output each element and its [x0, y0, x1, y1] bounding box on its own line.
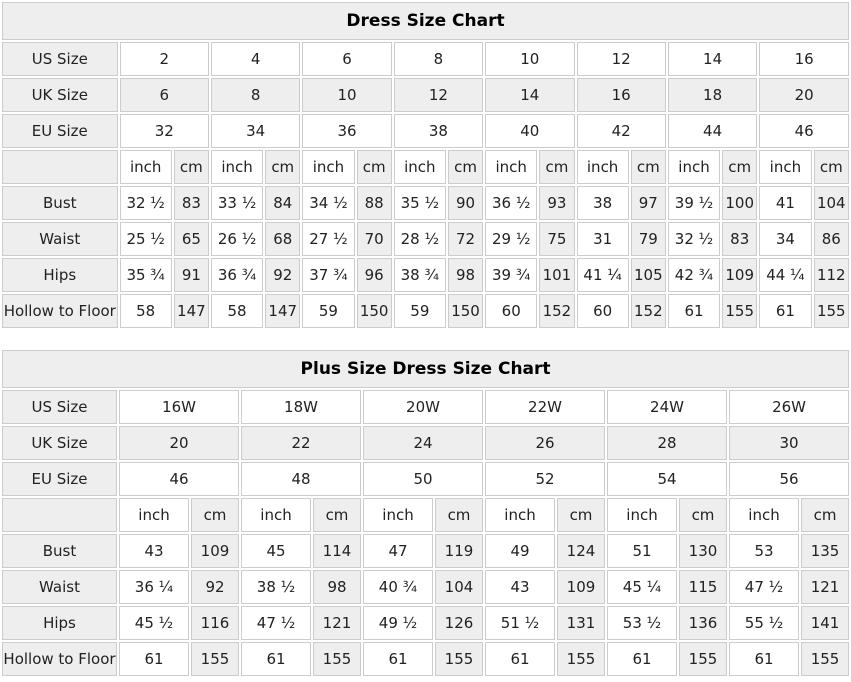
measurement-inch-cell: 39 ½ — [668, 186, 720, 220]
size-row — [2, 114, 849, 148]
size-row — [2, 42, 849, 76]
measurement-cm-cell: 155 — [313, 642, 361, 676]
measurement-cm-cell: 155 — [801, 642, 849, 676]
unit-header-row — [2, 150, 849, 184]
measurement-inch-cell: 40 ¾ — [363, 570, 433, 604]
measurement-cm-cell: 98 — [448, 258, 483, 292]
measurement-cm-cell: 152 — [539, 294, 574, 328]
measurement-inch-cell: 37 ¾ — [302, 258, 354, 292]
measurement-inch-cell: 29 ½ — [485, 222, 537, 256]
measurement-cm-cell: 83 — [174, 186, 209, 220]
measurement-cm-cell: 104 — [435, 570, 483, 604]
size-value-cell: 36 — [302, 114, 391, 148]
unit-header-cm-cell: cm — [539, 150, 574, 184]
size-value-cell: 54 — [607, 462, 727, 496]
measurement-inch-cell: 61 — [729, 642, 799, 676]
chart-title: Dress Size Chart — [2, 2, 849, 40]
size-value-cell: 38 — [394, 114, 483, 148]
unit-header-inch-cell: inch — [607, 498, 677, 532]
chart-title-row — [2, 350, 849, 388]
measurement-inch-cell: 38 ¾ — [394, 258, 446, 292]
measurement-inch-cell: 38 — [577, 186, 629, 220]
measurement-cm-cell: 79 — [631, 222, 666, 256]
measurement-inch-cell: 47 ½ — [241, 606, 311, 640]
size-value-cell: 30 — [729, 426, 849, 460]
size-value-cell: 52 — [485, 462, 605, 496]
measurement-cm-cell: 93 — [539, 186, 574, 220]
unit-header-inch-cell: inch — [577, 150, 629, 184]
size-value-cell: 24 — [363, 426, 483, 460]
size-value-cell: 20 — [119, 426, 239, 460]
unit-header-inch-cell: inch — [485, 150, 537, 184]
unit-header-inch-cell: inch — [729, 498, 799, 532]
measurement-cm-cell: 104 — [814, 186, 849, 220]
measurement-cm-cell: 155 — [435, 642, 483, 676]
measurement-inch-cell: 31 — [577, 222, 629, 256]
row-label: Hips — [2, 258, 118, 292]
measurement-inch-cell: 61 — [485, 642, 555, 676]
size-value-cell: 46 — [759, 114, 849, 148]
measurement-inch-cell: 60 — [577, 294, 629, 328]
measurement-cm-cell: 100 — [722, 186, 757, 220]
measurement-cm-cell: 147 — [265, 294, 300, 328]
measurement-inch-cell: 25 ½ — [120, 222, 172, 256]
size-value-cell: 22W — [485, 390, 605, 424]
measurement-cm-cell: 136 — [679, 606, 727, 640]
measurement-inch-cell: 41 — [759, 186, 811, 220]
measurement-inch-cell: 38 ½ — [241, 570, 311, 604]
measurement-cm-cell: 116 — [191, 606, 239, 640]
size-value-cell: 50 — [363, 462, 483, 496]
measurement-inch-cell: 61 — [759, 294, 811, 328]
measurement-inch-cell: 44 ¼ — [759, 258, 811, 292]
size-value-cell: 40 — [485, 114, 574, 148]
size-chart-table — [0, 0, 851, 330]
row-label: Hollow to Floor — [2, 642, 117, 676]
size-value-cell: 14 — [668, 42, 757, 76]
unit-header-cm-cell: cm — [631, 150, 666, 184]
size-value-cell: 34 — [211, 114, 300, 148]
measurement-inch-cell: 33 ½ — [211, 186, 263, 220]
measurement-cm-cell: 131 — [557, 606, 605, 640]
unit-header-cm-cell: cm — [265, 150, 300, 184]
measurement-inch-cell: 55 ½ — [729, 606, 799, 640]
measurement-inch-cell: 45 ¼ — [607, 570, 677, 604]
unit-header-cm-cell: cm — [801, 498, 849, 532]
measurement-inch-cell: 36 ½ — [485, 186, 537, 220]
measurement-inch-cell: 35 ¾ — [120, 258, 172, 292]
measurement-inch-cell: 45 — [241, 534, 311, 568]
measurement-cm-cell: 150 — [357, 294, 392, 328]
size-row — [2, 426, 849, 460]
measurement-cm-cell: 109 — [722, 258, 757, 292]
unit-header-cm-cell: cm — [557, 498, 605, 532]
measurement-inch-cell: 51 ½ — [485, 606, 555, 640]
measurement-inch-cell: 32 ½ — [668, 222, 720, 256]
row-label: Hollow to Floor — [2, 294, 118, 328]
row-label: Waist — [2, 222, 118, 256]
unit-header-cm-cell: cm — [814, 150, 849, 184]
unit-row-spacer-cell — [2, 498, 117, 532]
measurement-cm-cell: 155 — [191, 642, 239, 676]
measurement-inch-cell: 32 ½ — [120, 186, 172, 220]
unit-header-inch-cell: inch — [363, 498, 433, 532]
measurement-cm-cell: 84 — [265, 186, 300, 220]
measurement-cm-cell: 75 — [539, 222, 574, 256]
measurement-inch-cell: 61 — [607, 642, 677, 676]
measurement-cm-cell: 83 — [722, 222, 757, 256]
size-value-cell: 26W — [729, 390, 849, 424]
measurement-cm-cell: 88 — [357, 186, 392, 220]
measurement-cm-cell: 68 — [265, 222, 300, 256]
size-value-cell: 26 — [485, 426, 605, 460]
measurement-inch-cell: 49 — [485, 534, 555, 568]
row-label: EU Size — [2, 114, 118, 148]
size-value-cell: 12 — [577, 42, 666, 76]
unit-header-inch-cell: inch — [394, 150, 446, 184]
unit-header-inch-cell: inch — [241, 498, 311, 532]
measurement-cm-cell: 86 — [814, 222, 849, 256]
size-value-cell: 6 — [302, 42, 391, 76]
row-label: Bust — [2, 534, 117, 568]
size-value-cell: 20W — [363, 390, 483, 424]
unit-header-cm-cell: cm — [191, 498, 239, 532]
measurement-cm-cell: 152 — [631, 294, 666, 328]
measurement-inch-cell: 59 — [302, 294, 354, 328]
measurement-cm-cell: 119 — [435, 534, 483, 568]
size-value-cell: 20 — [759, 78, 849, 112]
measurement-inch-cell: 43 — [119, 534, 189, 568]
measurement-inch-cell: 61 — [119, 642, 189, 676]
chart-title: Plus Size Dress Size Chart — [2, 350, 849, 388]
row-label: UK Size — [2, 426, 117, 460]
row-label: UK Size — [2, 78, 118, 112]
measurement-cm-cell: 121 — [801, 570, 849, 604]
unit-header-cm-cell: cm — [357, 150, 392, 184]
measurement-inch-cell: 42 ¾ — [668, 258, 720, 292]
measurement-cm-cell: 105 — [631, 258, 666, 292]
measurement-inch-cell: 47 ½ — [729, 570, 799, 604]
measurement-cm-cell: 147 — [174, 294, 209, 328]
measurement-cm-cell: 155 — [722, 294, 757, 328]
measurement-inch-cell: 51 — [607, 534, 677, 568]
size-value-cell: 8 — [211, 78, 300, 112]
unit-header-row — [2, 498, 849, 532]
measurement-row — [2, 570, 849, 604]
measurement-cm-cell: 155 — [814, 294, 849, 328]
measurement-cm-cell: 91 — [174, 258, 209, 292]
measurement-inch-cell: 58 — [120, 294, 172, 328]
size-value-cell: 2 — [120, 42, 209, 76]
size-chart-table — [0, 348, 851, 678]
measurement-cm-cell: 150 — [448, 294, 483, 328]
unit-header-inch-cell: inch — [668, 150, 720, 184]
measurement-inch-cell: 61 — [241, 642, 311, 676]
size-value-cell: 42 — [577, 114, 666, 148]
measurement-inch-cell: 53 — [729, 534, 799, 568]
size-row — [2, 462, 849, 496]
row-label: US Size — [2, 390, 117, 424]
measurement-inch-cell: 58 — [211, 294, 263, 328]
measurement-inch-cell: 61 — [668, 294, 720, 328]
size-value-cell: 32 — [120, 114, 209, 148]
measurement-cm-cell: 92 — [191, 570, 239, 604]
size-row — [2, 78, 849, 112]
measurement-inch-cell: 43 — [485, 570, 555, 604]
chart-title-row — [2, 2, 849, 40]
measurement-inch-cell: 27 ½ — [302, 222, 354, 256]
measurement-cm-cell: 130 — [679, 534, 727, 568]
measurement-cm-cell: 135 — [801, 534, 849, 568]
unit-header-cm-cell: cm — [435, 498, 483, 532]
measurement-inch-cell: 28 ½ — [394, 222, 446, 256]
measurement-cm-cell: 124 — [557, 534, 605, 568]
measurement-cm-cell: 155 — [679, 642, 727, 676]
row-label: EU Size — [2, 462, 117, 496]
measurement-cm-cell: 101 — [539, 258, 574, 292]
measurement-cm-cell: 98 — [313, 570, 361, 604]
measurement-inch-cell: 26 ½ — [211, 222, 263, 256]
measurement-cm-cell: 92 — [265, 258, 300, 292]
size-value-cell: 44 — [668, 114, 757, 148]
measurement-cm-cell: 141 — [801, 606, 849, 640]
measurement-inch-cell: 35 ½ — [394, 186, 446, 220]
measurement-inch-cell: 34 — [759, 222, 811, 256]
measurement-cm-cell: 90 — [448, 186, 483, 220]
measurement-cm-cell: 70 — [357, 222, 392, 256]
size-value-cell: 14 — [485, 78, 574, 112]
measurement-inch-cell: 60 — [485, 294, 537, 328]
size-value-cell: 18W — [241, 390, 361, 424]
measurement-inch-cell: 34 ½ — [302, 186, 354, 220]
size-value-cell: 56 — [729, 462, 849, 496]
size-value-cell: 12 — [394, 78, 483, 112]
measurement-row — [2, 294, 849, 328]
size-value-cell: 4 — [211, 42, 300, 76]
unit-header-cm-cell: cm — [679, 498, 727, 532]
size-value-cell: 24W — [607, 390, 727, 424]
unit-header-cm-cell: cm — [722, 150, 757, 184]
size-value-cell: 10 — [485, 42, 574, 76]
size-value-cell: 28 — [607, 426, 727, 460]
measurement-cm-cell: 72 — [448, 222, 483, 256]
size-value-cell: 18 — [668, 78, 757, 112]
unit-row-spacer-cell — [2, 150, 118, 184]
measurement-cm-cell: 126 — [435, 606, 483, 640]
size-value-cell: 16 — [759, 42, 849, 76]
size-value-cell: 16 — [577, 78, 666, 112]
size-value-cell: 22 — [241, 426, 361, 460]
unit-header-inch-cell: inch — [211, 150, 263, 184]
measurement-inch-cell: 36 ¼ — [119, 570, 189, 604]
measurement-cm-cell: 96 — [357, 258, 392, 292]
measurement-inch-cell: 36 ¾ — [211, 258, 263, 292]
unit-header-cm-cell: cm — [448, 150, 483, 184]
measurement-inch-cell: 47 — [363, 534, 433, 568]
measurement-cm-cell: 155 — [557, 642, 605, 676]
row-label: US Size — [2, 42, 118, 76]
measurement-inch-cell: 61 — [363, 642, 433, 676]
measurement-cm-cell: 121 — [313, 606, 361, 640]
row-label: Hips — [2, 606, 117, 640]
measurement-cm-cell: 112 — [814, 258, 849, 292]
measurement-inch-cell: 41 ¼ — [577, 258, 629, 292]
measurement-row — [2, 606, 849, 640]
size-value-cell: 48 — [241, 462, 361, 496]
unit-header-cm-cell: cm — [313, 498, 361, 532]
size-row — [2, 390, 849, 424]
row-label: Waist — [2, 570, 117, 604]
unit-header-inch-cell: inch — [120, 150, 172, 184]
measurement-inch-cell: 59 — [394, 294, 446, 328]
measurement-row — [2, 258, 849, 292]
measurement-row — [2, 642, 849, 676]
unit-header-inch-cell: inch — [119, 498, 189, 532]
row-label: Bust — [2, 186, 118, 220]
measurement-cm-cell: 109 — [557, 570, 605, 604]
unit-header-cm-cell: cm — [174, 150, 209, 184]
measurement-row — [2, 222, 849, 256]
measurement-row — [2, 186, 849, 220]
measurement-cm-cell: 114 — [313, 534, 361, 568]
measurement-inch-cell: 45 ½ — [119, 606, 189, 640]
measurement-cm-cell: 65 — [174, 222, 209, 256]
measurement-inch-cell: 53 ½ — [607, 606, 677, 640]
measurement-cm-cell: 115 — [679, 570, 727, 604]
size-value-cell: 8 — [394, 42, 483, 76]
measurement-cm-cell: 109 — [191, 534, 239, 568]
measurement-inch-cell: 39 ¾ — [485, 258, 537, 292]
measurement-row — [2, 534, 849, 568]
measurement-cm-cell: 97 — [631, 186, 666, 220]
unit-header-inch-cell: inch — [485, 498, 555, 532]
unit-header-inch-cell: inch — [759, 150, 811, 184]
measurement-inch-cell: 49 ½ — [363, 606, 433, 640]
size-value-cell: 6 — [120, 78, 209, 112]
size-value-cell: 16W — [119, 390, 239, 424]
unit-header-inch-cell: inch — [302, 150, 354, 184]
size-value-cell: 46 — [119, 462, 239, 496]
size-value-cell: 10 — [302, 78, 391, 112]
